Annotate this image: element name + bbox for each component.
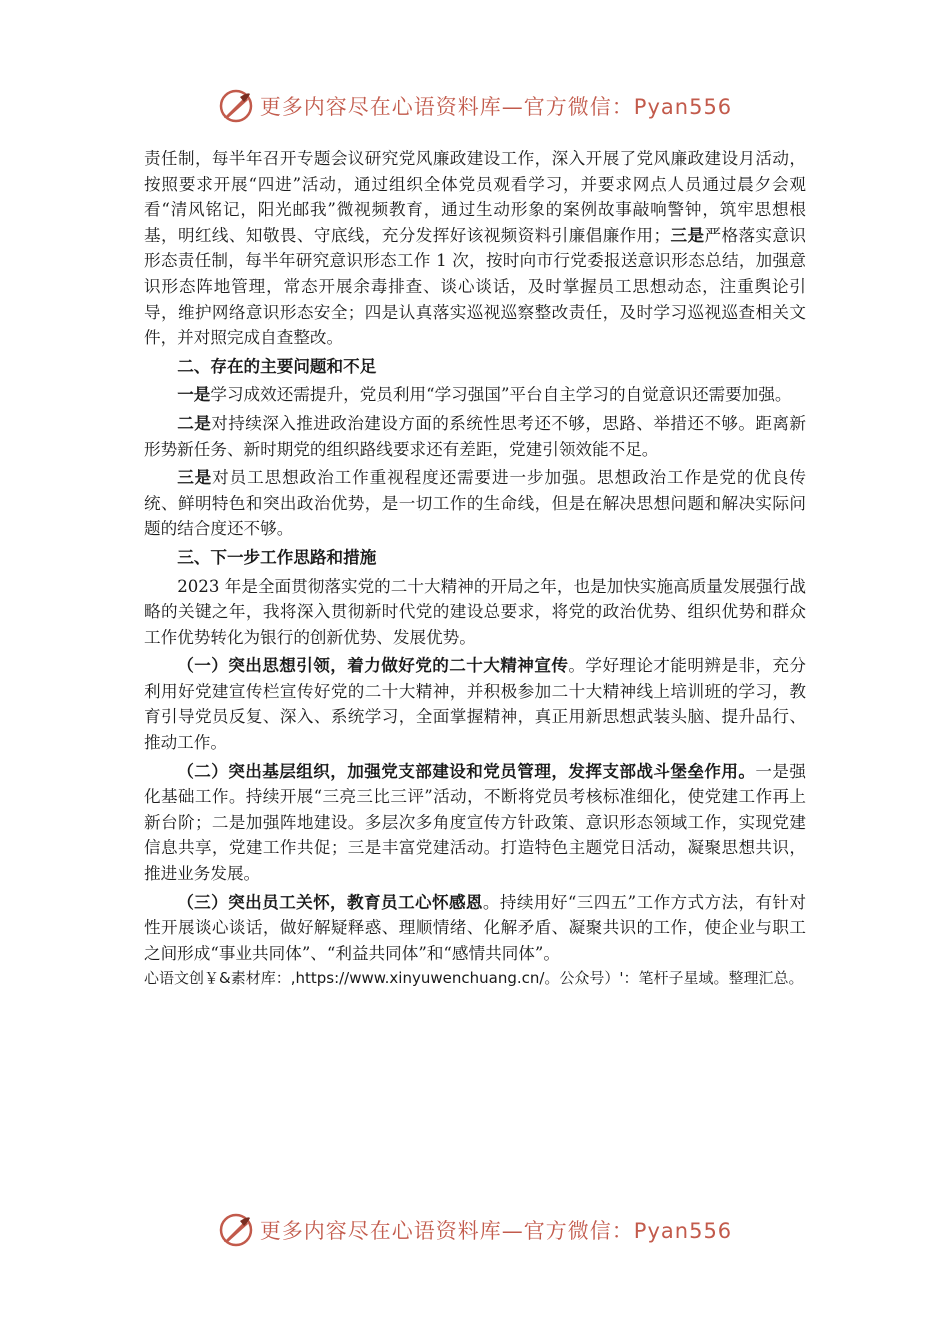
measure-3: （三）突出员工关怀，教育员工心怀感恩。持续用好“三四五”工作方式方法，有针对性开展谈心谈话，做好解疑释惑、理顺情绪、化解矛盾、凝聚共识的工作，使企业与职工之间形成“事业共同体”、“利益共同体”和“感情共同体”。 [144,892,807,963]
section-heading-problems: 二、存在的主要问题和不足 [177,356,377,376]
document-body [144,146,806,990]
footer-banner [0,1208,950,1252]
paragraph-responsibility: 责任制，每半年召开专题会议研究党风廉政建设工作，深入开展了党风廉政建设月活动，按照要求开展“四进”活动，通过组织全体党员观看学习，并要求网点人员通过晨夕会观看“清风铭记，阳光邮我”微视频教育，通过生动形象的案例故事敲响警钟，筑牢思想根基，明红线、知敬畏、守底线，充分发挥好该视频资料引廉倡廉作用；三是严格落实意识形态责任制，每半年研究意识形态工作 1 次，按时向市行党委报送意识形态总结，加强意识形态阵地管理，常态开展余毒排查、谈心谈话，及时掌握员工思想动态，注重舆论引导，维护网络意识形态安全；四是认真落实巡视巡察整改责任，及时学习巡视巡查相关文件，并对照完成自查整改。 [144,149,806,348]
problem-item-2: 二是对持续深入推进政治建设方面的系统性思考还不够，思路、举措还不够。距离新形势新任务、新时期党的组织路线要求还有差距，党建引领效能不足。 [144,413,807,459]
quill-logo-icon [218,88,254,124]
paragraph-2023: 2023 年是全面贯彻落实党的二十大精神的开局之年，也是加快实施高质量发展强行战略的关键之年，我将深入贯彻新时代党的建设总要求，将党的政治优势、组织优势和群众工作优势转化为银行的创新优势、发展优势。 [144,576,806,647]
section-heading-next-steps: 三、下一步工作思路和措施 [177,547,377,567]
problem-item-3: 三是对员工思想政治工作重视程度还需要进一步加强。思想政治工作是党的优良传统、鲜明特色和突出政治优势，是一切工作的生命线，但是在解决思想问题和解决实际问题的结合度还不够。 [144,468,806,539]
quill-logo-icon [218,1212,254,1248]
header-banner-text: 更多内容尽在心语资料库—官方微信：Pyan556 [259,95,733,119]
footer-banner-text: 更多内容尽在心语资料库—官方微信：Pyan556 [259,1219,733,1243]
problem-item-1: 一是学习成效还需提升，党员利用“学习强国”平台自主学习的自觉意识还需要加强。 [177,385,792,405]
source-footnote: 心语文创￥&素材库：,https://www.xinyuwenchuang.cn/。公众号）'：笔杆子星域。整理汇总。 [144,969,804,988]
measure-1: （一）突出思想引领，着力做好党的二十大精神宣传。学好理论才能明辨是非，充分利用好党建宣传栏宣传好党的二十大精神，并积极参加二十大精神线上培训班的学习，教育引导党员反复、深入、系统学习，全面掌握精神，真正用新思想武装头脑、提升品行、推动工作。 [144,656,807,753]
measure-2: （二）突出基层组织，加强党支部建设和党员管理，发挥支部战斗堡垒作用。一是强化基础工作。持续开展“三亮三比三评”活动，不断将党员考核标准细化，使党建工作再上新台阶；二是加强阵地建设。多层次多角度宣传方针政策、意识形态领域工作，实现党建信息共享，党建工作共促；三是丰富党建活动。打造特色主题党日活动，凝聚思想共识，推进业务发展。 [144,761,807,884]
header-banner [0,84,950,128]
